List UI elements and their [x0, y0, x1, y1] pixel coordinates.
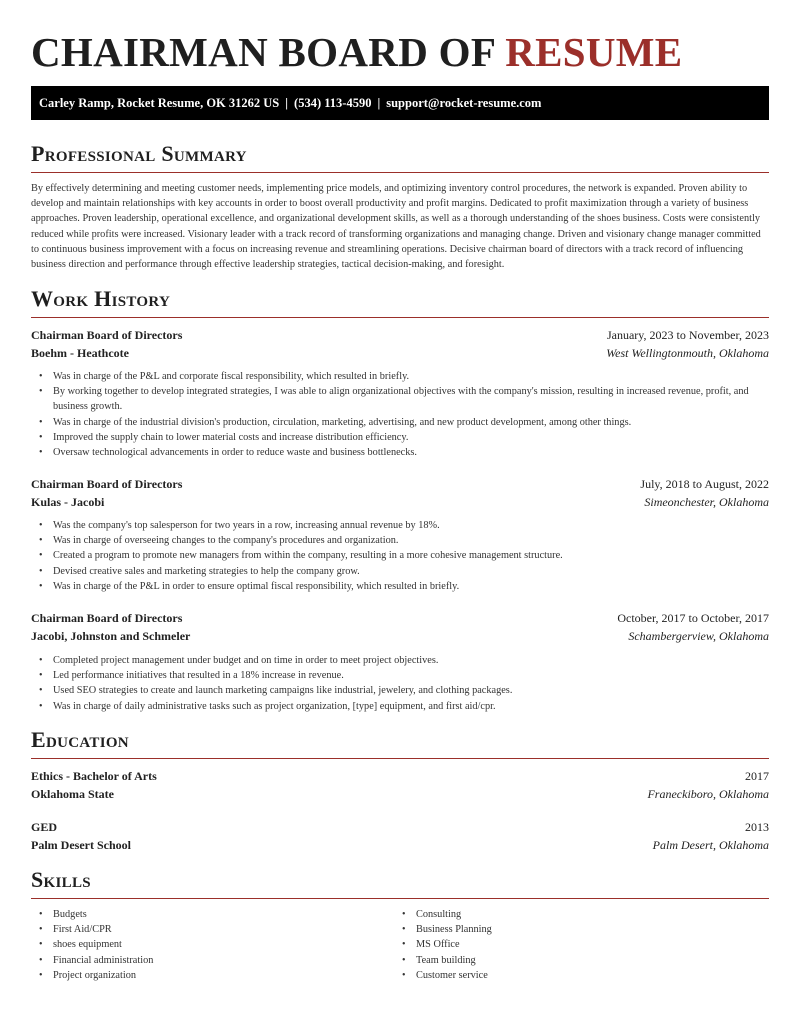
job-dates: October, 2017 to October, 2017	[617, 611, 769, 625]
skill-item: • Project organization	[53, 968, 393, 983]
list-item: • Was in charge of overseeing changes to the company's procedures and organization.	[53, 533, 769, 548]
list-item: • Improved the supply chain to lower material costs and increase distribution efficiency.	[53, 430, 769, 445]
job-bullets	[53, 369, 769, 460]
education-divider	[31, 758, 769, 759]
list-item: • Was in charge of the industrial division's production, circulation, marketing, advertising, and new product development, among other things.	[53, 415, 769, 430]
job-location: Simeonchester, Oklahoma	[644, 495, 769, 509]
list-item: • Was in charge of the P&L and corporate fiscal responsibility, which resulted in briefly.	[53, 369, 769, 384]
skill-item: • Budgets	[53, 907, 393, 922]
skill-item: • MS Office	[416, 937, 756, 952]
job-company: Jacobi, Johnston and Schmeler	[31, 629, 191, 643]
job-company-row	[31, 344, 769, 362]
job-title-row	[31, 609, 769, 627]
list-item: • Was in charge of daily administrative tasks such as project organization, [type] equipment, and first aid/cpr.	[53, 699, 769, 714]
job-title: Chairman Board of Directors	[31, 477, 183, 491]
job-bullets	[53, 653, 769, 714]
job-bullets	[53, 518, 769, 594]
skill-item: • Business Planning	[416, 922, 756, 937]
education-school-row	[31, 836, 769, 854]
job-company: Kulas - Jacobi	[31, 495, 105, 509]
job-company: Boehm - Heathcote	[31, 346, 129, 360]
skills-list-right	[416, 907, 756, 983]
list-item: • Led performance initiatives that resulted in a 18% increase in revenue.	[53, 668, 769, 683]
job-title-row	[31, 475, 769, 493]
job-title: Chairman Board of Directors	[31, 328, 183, 342]
education-year: 2017	[745, 769, 769, 783]
education-degree: GED	[31, 820, 58, 834]
skill-item: • First Aid/CPR	[53, 922, 393, 937]
contact-email: support@rocket-resume.com	[386, 96, 542, 110]
education-school-row	[31, 785, 769, 803]
education-location: Franeckiboro, Oklahoma	[647, 787, 769, 801]
list-item: • Was the company's top salesperson for two years in a row, increasing annual revenue by 18%.	[53, 518, 769, 533]
job-dates: January, 2023 to November, 2023	[606, 328, 769, 342]
contact-phone: (534) 113-4590	[294, 96, 372, 110]
education-degree-row	[31, 767, 769, 785]
skill-item: • Customer service	[416, 968, 756, 983]
work-divider	[31, 317, 769, 318]
job-location: West Wellingtonmouth, Oklahoma	[606, 346, 769, 360]
summary-divider	[31, 172, 769, 173]
summary-text: By effectively determining and meeting customer needs, implementing price models, and optimizing inventory control procedures, the network is expanded. Proven ability to develop and maintain relationships with key accounts in order to boost overall productivity and profit margins. Dedicated to profit maximization through a variety of business approaches. Proven leadership, operational excellence, and organizational development skills, as well as a thorough understanding of the shoes business. Costs were consistently reduced while profits were increased. Visionary leader with a track record of transforming organizations and managing change. Driven and visionary change manager committed to continuous business improvement with a focus on increasing revenue and streamlining operations. Decisive chairman board of directors with a track record of influencing business direction and performance through effective leadership strategies, tactical decision-making, and foresight.	[31, 183, 761, 271]
job-company-row	[31, 627, 769, 645]
list-item: • Devised creative sales and marketing strategies to help the company grow.	[53, 564, 769, 579]
list-item: • Used SEO strategies to create and launch marketing campaigns like industrial, jewelery, and clothing packages.	[53, 683, 769, 698]
education-year: 2013	[745, 820, 769, 834]
education-heading: Education	[31, 727, 129, 752]
title-accent: RESUME	[505, 29, 683, 75]
education-degree-row	[31, 818, 769, 836]
contact-address: Carley Ramp, Rocket Resume, OK 31262 US	[39, 96, 280, 110]
summary-heading: Professional Summary	[31, 141, 247, 166]
contact-bar	[31, 86, 769, 120]
skill-item: • Financial administration	[53, 953, 393, 968]
job-company-row	[31, 493, 769, 511]
contact-separator: |	[377, 96, 381, 110]
list-item: • Oversaw technological advancements in order to reduce waste and business bottlenecks.	[53, 445, 769, 460]
list-item: • By working together to develop integrated strategies, I was able to align organizational objectives with the company's mission, resulting in increased revenue, profit, and business growth.	[53, 384, 769, 414]
job-title-row	[31, 326, 769, 344]
contact-separator: |	[285, 96, 289, 110]
education-degree: Ethics - Bachelor of Arts	[31, 769, 157, 783]
list-item: • Created a program to promote new managers from within the company, resulting in a more cohesive management structure.	[53, 548, 769, 563]
list-item: • Was in charge of the P&L in order to ensure optimal fiscal responsibility, which resulted in briefly.	[53, 579, 769, 594]
education-school: Palm Desert School	[31, 838, 131, 852]
page-title	[31, 28, 682, 76]
job-title: Chairman Board of Directors	[31, 611, 183, 625]
job-dates: July, 2018 to August, 2022	[640, 477, 769, 491]
skill-item: • Team building	[416, 953, 756, 968]
skills-heading: Skills	[31, 867, 91, 892]
title-main: CHAIRMAN BOARD OF	[31, 29, 495, 75]
education-school: Oklahoma State	[31, 787, 115, 801]
skill-item: • shoes equipment	[53, 937, 393, 952]
skills-list-left	[53, 907, 393, 983]
list-item: • Completed project management under budget and on time in order to meet project objectives.	[53, 653, 769, 668]
education-location: Palm Desert, Oklahoma	[652, 838, 769, 852]
skills-divider	[31, 898, 769, 899]
work-heading: Work History	[31, 286, 171, 311]
job-location: Schambergerview, Oklahoma	[628, 629, 769, 643]
skill-item: • Consulting	[416, 907, 756, 922]
